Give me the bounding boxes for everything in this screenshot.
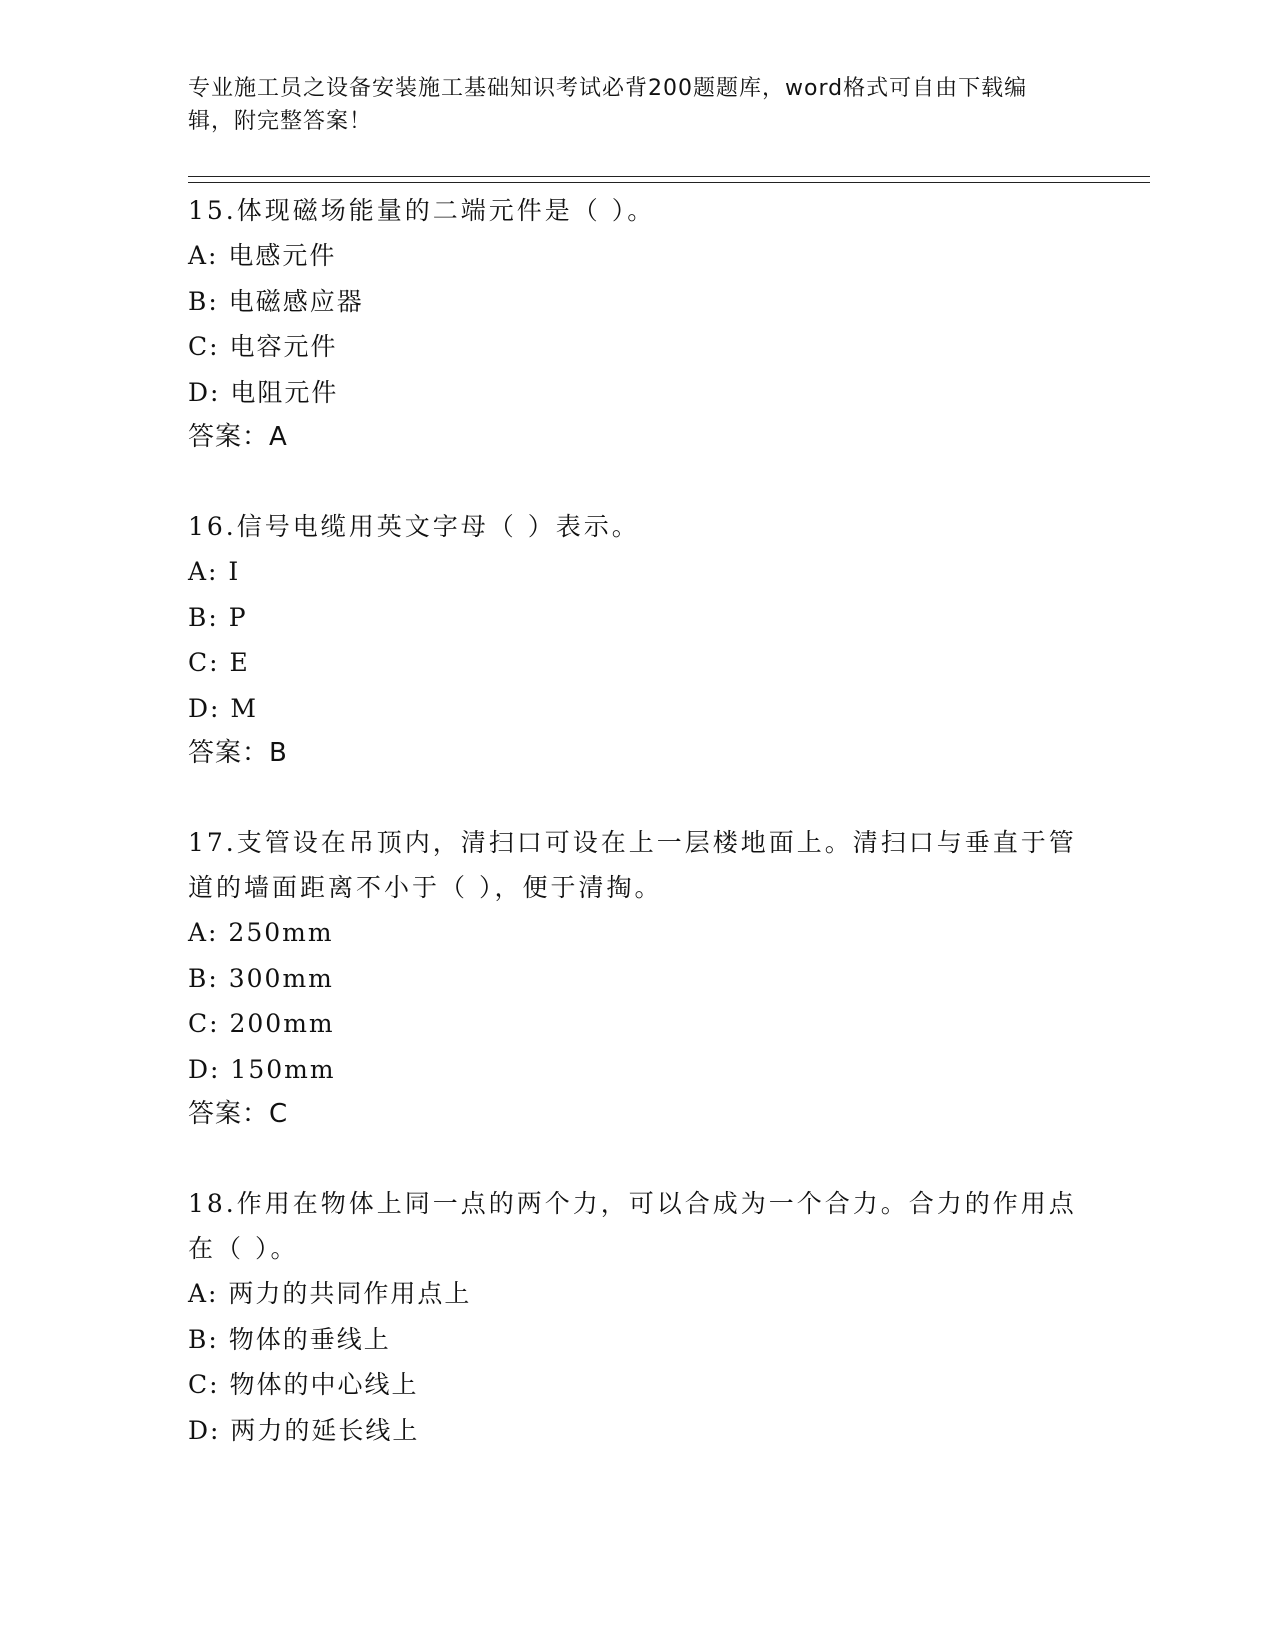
option-d: D: 150mm (188, 1054, 336, 1084)
option-a: A: 电感元件 (188, 241, 337, 270)
option-a: A: I (188, 557, 241, 586)
option-d: D: 两力的延长线上 (188, 1415, 420, 1445)
question-17 (188, 820, 1088, 1136)
question-gap (188, 459, 1088, 504)
question-stem: 17.支管设在吊顶内，清扫口可设在上一层楼地面上。清扫口与垂直于管道的墙面距离不小于（ ），便于清掏。 (188, 828, 1077, 902)
document-header: 专业施工员之设备安装施工基础知识考试必背200题题库，word格式可自由下载编辑，附完整答案！ (188, 76, 1028, 134)
header-divider-top (188, 176, 1150, 177)
question-gap (188, 775, 1088, 820)
option-b: B: P (188, 602, 248, 632)
option-c: C: E (188, 648, 250, 677)
question-list (188, 188, 1088, 1453)
option-a: A: 250mm (188, 918, 334, 947)
option-b: B: 300mm (188, 963, 334, 993)
question-gap (188, 1136, 1088, 1181)
header-divider-bottom (188, 182, 1150, 183)
option-d: D: M (188, 693, 259, 723)
option-c: C: 物体的中心线上 (188, 1370, 419, 1399)
answer-line: 答案：A (188, 422, 288, 452)
option-c: C: 200mm (188, 1009, 335, 1038)
option-c: C: 电容元件 (188, 332, 338, 361)
answer-line: 答案：C (188, 1099, 289, 1129)
answer-line: 答案：B (188, 738, 288, 768)
question-18 (188, 1181, 1088, 1453)
question-15 (188, 188, 1088, 459)
option-d: D: 电阻元件 (188, 377, 339, 407)
option-a: A: 两力的共同作用点上 (188, 1279, 472, 1308)
question-stem: 15.体现磁场能量的二端元件是（ ）。 (188, 196, 656, 225)
question-16 (188, 504, 1088, 775)
option-b: B: 电磁感应器 (188, 286, 364, 316)
question-stem: 16.信号电缆用英文字母（ ）表示。 (188, 512, 640, 541)
option-b: B: 物体的垂线上 (188, 1324, 391, 1354)
question-stem: 18.作用在物体上同一点的两个力，可以合成为一个合力。合力的作用点在（ ）。 (188, 1189, 1077, 1263)
